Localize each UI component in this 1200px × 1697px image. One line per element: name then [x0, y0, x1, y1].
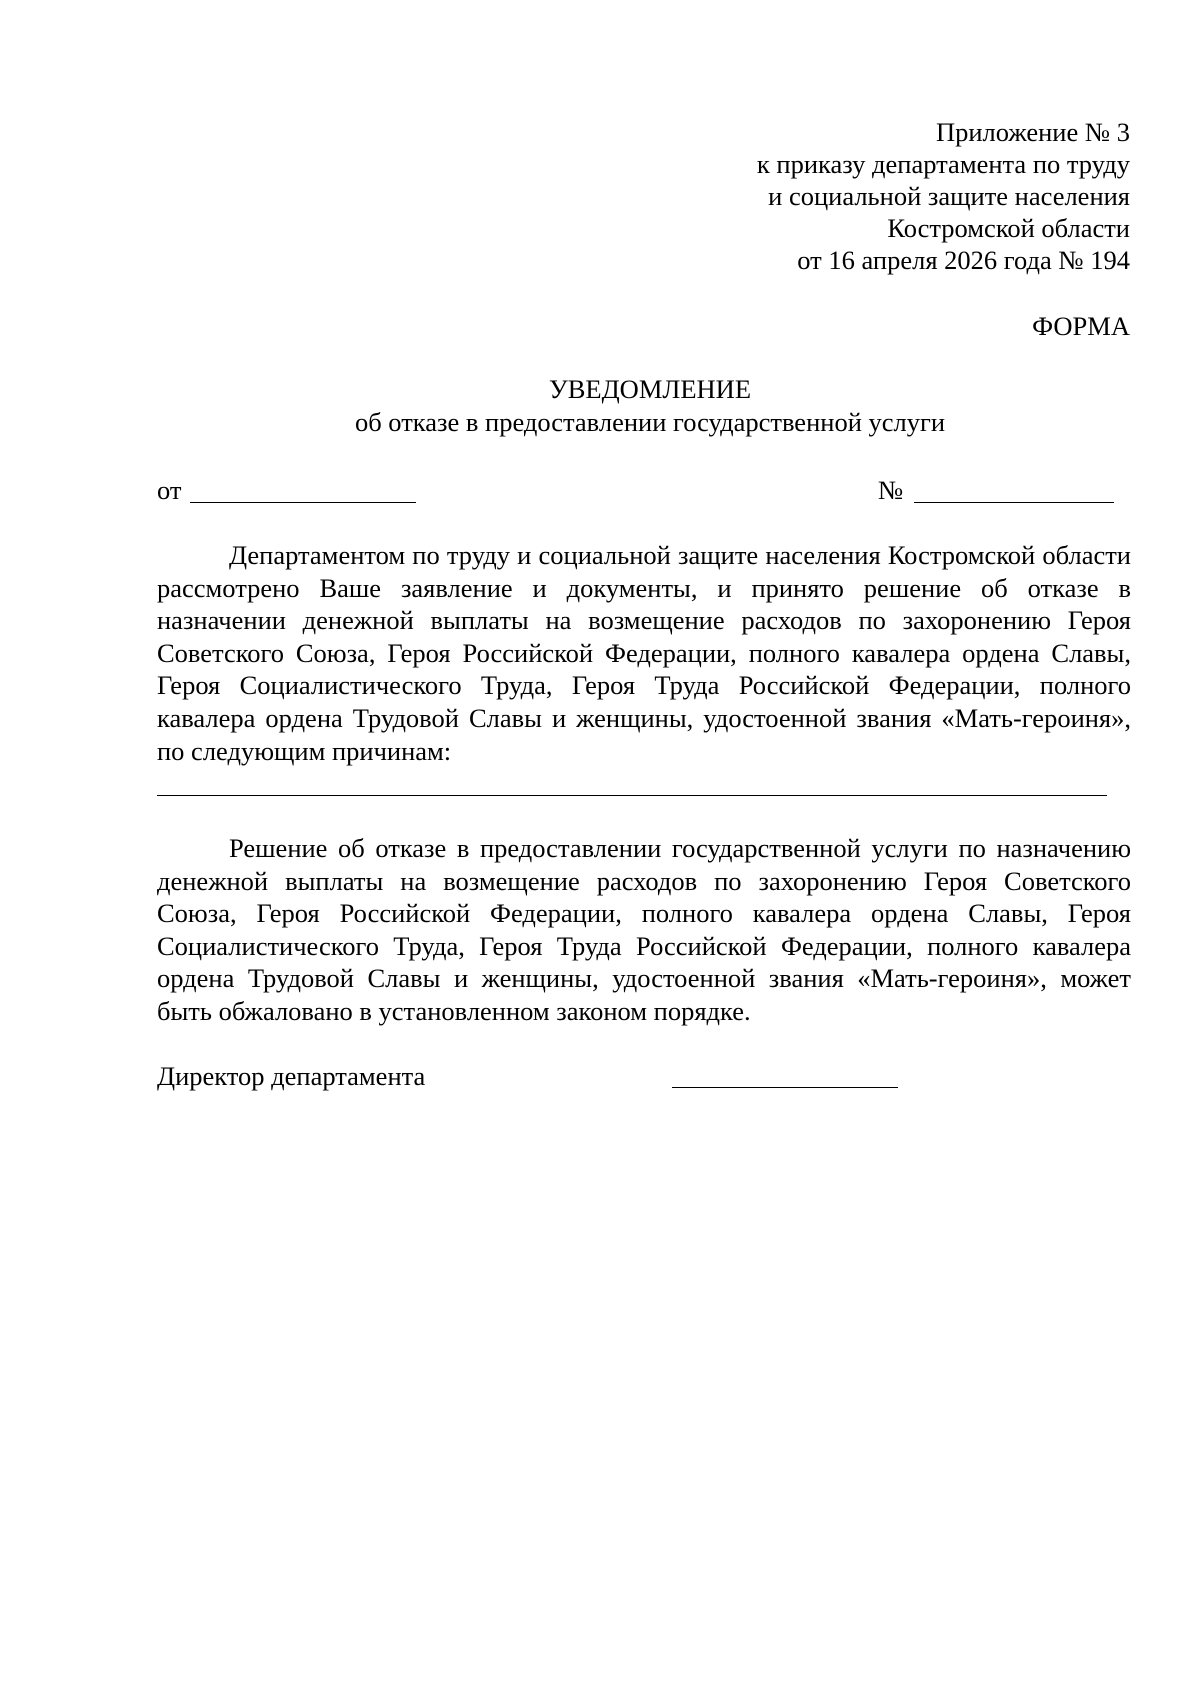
- approval-line-region: Костромской области: [887, 213, 1130, 243]
- approval-line-order: к приказу департамента по труду: [756, 149, 1130, 179]
- approval-block: [757, 116, 1130, 276]
- document-title: УВЕДОМЛЕНИЕ: [548, 374, 752, 404]
- appeal-paragraph: Решение об отказе в предоставлении государственной услуги по назначению денежной выплаты на возмещение расходов по захоронению Героя Советского Союза, Героя Российской Федерации, полного кавалера ордена Славы, Героя Социалистического Труда, Героя Труда Российской Федерации, полного кавалера ордена Трудовой Славы и женщины, удостоенной звания «Мать-героиня», может быть обжаловано в установленном законом порядке.: [157, 833, 1131, 1026]
- signature-label: Директор департамента: [157, 1061, 426, 1091]
- number-label: №: [878, 475, 904, 505]
- date-label: от: [157, 475, 182, 505]
- refusal-paragraph: Департаментом по труду и социальной защите населения Костромской области рассмотрено Ваше заявление и документы, и принято решение об отказе в назначении денежной выплаты на возмещение расходов по захоронению Героя Советского Союза, Героя Российской Федерации, полного кавалера ордена Славы, Героя Социалистического Труда, Героя Труда Российской Федерации, полного кавалера ордена Трудовой Славы и женщины, удостоенной звания «Мать-героиня», по следующим причинам:: [157, 540, 1131, 766]
- approval-line-date-number: от 16 апреля 2026 года № 194: [797, 245, 1130, 275]
- approval-line-department: и социальной защите населения: [768, 181, 1130, 211]
- form-label: ФОРМА: [1032, 311, 1130, 341]
- approval-line-appendix: Приложение № 3: [935, 117, 1130, 147]
- signature-blank-line: [672, 1087, 898, 1088]
- date-blank-line: [190, 502, 416, 503]
- number-blank-line: [914, 502, 1114, 503]
- document-subtitle: об отказе в предоставлении государственной услуги: [354, 407, 946, 437]
- reasons-blank-line: [157, 795, 1107, 796]
